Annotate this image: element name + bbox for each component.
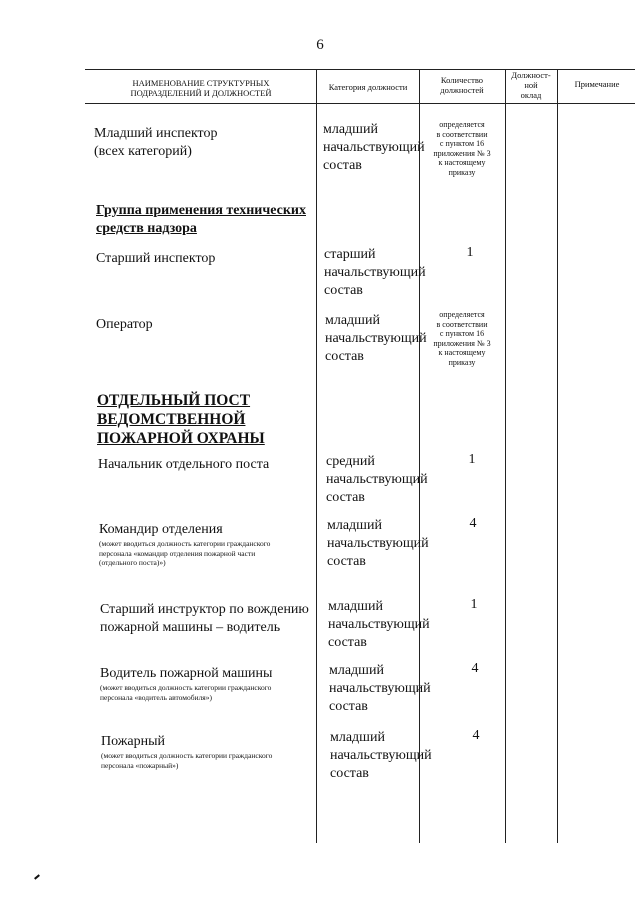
- group-heading: Группа применения технических средств надзора: [96, 203, 306, 236]
- row-2-name: Старший инспектор: [96, 251, 216, 266]
- col-divider-1: [316, 69, 317, 843]
- header-col-category: Категория должности: [328, 82, 408, 92]
- row-6-category: младший начальствующий состав: [327, 518, 429, 569]
- header-col-salary: Должност- ной оклад: [511, 70, 551, 100]
- row-3-name: Оператор: [96, 317, 153, 332]
- header-bottom-border: [85, 103, 635, 104]
- row-3-qty-note: определяется в соответствии с пунктом 16 приложения № 3 к настоящему приказу: [433, 310, 491, 367]
- row-7-qty: 1: [470, 597, 478, 612]
- row-8-name: Водитель пожарной машины (может вводиться должность категории гражданского персонала «водитель автомобиля»): [100, 666, 273, 702]
- row-5-qty: 1: [468, 452, 476, 467]
- row-9-name: Пожарный (может вводиться должность категории гражданского персонала «пожарный»): [101, 734, 273, 770]
- row-7-category: младший начальствующий состав: [328, 599, 430, 650]
- row-6-qty: 4: [469, 516, 477, 531]
- row-2-category: старший начальствующий состав: [324, 247, 426, 298]
- scan-mark: [34, 874, 40, 879]
- row-0-category: младший начальствующий состав: [323, 122, 425, 173]
- row-0-qty-note: определяется в соответствии с пунктом 16 приложения № 3 к настоящему приказу: [433, 120, 491, 177]
- row-5-category: средний начальствующий состав: [326, 454, 428, 505]
- row-6-name: Командир отделения (может вводиться должность категории гражданского персонала «командир отделения пожарной части (отдельного поста)»): [99, 522, 271, 567]
- row-5-name: Начальник отдельного поста: [98, 457, 270, 472]
- row-8-qty: 4: [471, 661, 479, 676]
- section-heading: ОТДЕЛЬНЫЙ ПОСТ ВЕДОМСТВЕННОЙ ПОЖАРНОЙ ОХРАНЫ: [97, 392, 265, 447]
- row-9-qty: 4: [472, 728, 480, 743]
- header-col-note: Примечание: [574, 79, 620, 89]
- header-col-qty: Количество должностей: [440, 75, 484, 95]
- page-number: 6: [316, 37, 324, 53]
- row-9-category: младший начальствующий состав: [330, 730, 432, 781]
- row-7-name: Старший инструктор по вождению пожарной машины – водитель: [100, 602, 309, 635]
- col-divider-4: [557, 69, 558, 843]
- row-2-qty: 1: [466, 245, 474, 260]
- row-8-category: младший начальствующий состав: [329, 663, 431, 714]
- row-0-name: Младший инспектор (всех категорий): [94, 126, 218, 159]
- row-3-category: младший начальствующий состав: [325, 313, 427, 364]
- header-col-name: НАИМЕНОВАНИЕ СТРУКТУРНЫХ ПОДРАЗДЕЛЕНИЙ И ДОЛЖНОСТЕЙ: [130, 78, 272, 98]
